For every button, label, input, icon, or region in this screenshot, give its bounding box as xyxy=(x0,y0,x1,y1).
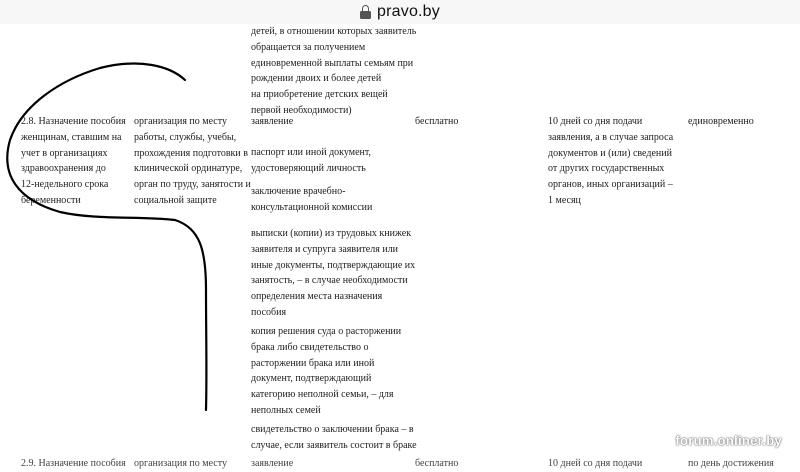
document-item: заявление xyxy=(251,458,294,469)
document-item: заявление xyxy=(251,116,294,127)
validity-cell: по день достижения xyxy=(688,458,774,469)
document-item: копия решения суда о расторжении брака либо свидетельство о расторжении брака или иной документ, подтверждающий категорию неполной семьи, – для неполных семей xyxy=(251,326,402,416)
term-cell: 10 дней со дня подачи заявления, а в случае запроса документов и (или) сведений от других государственных органов, иных организаций – 1 месяц xyxy=(548,116,674,206)
procedure-name-cell: 2.8. Назначение пособия женщинам, ставшим на учет в организациях здравоохранения до 12-недельного срока беременности xyxy=(21,116,126,206)
authority-cell: организация по месту xyxy=(134,458,227,469)
prev-row-documents-tail: детей, в отношении которых заявитель обращается за получением единовременной выплаты семьям при рождении двоих и более детей на приобретение детских вещей первой необходимости) xyxy=(251,26,417,116)
fee-cell: бесплатно xyxy=(415,458,459,469)
watermark: forum.onliner.by xyxy=(675,433,782,448)
fee-cell: бесплатно xyxy=(415,116,459,127)
authority-cell: организация по месту работы, службы, учебы, прохождения подготовки в клинической ординатуре, орган по труду, занятости и социальной защите xyxy=(134,116,251,206)
document-item: выписки (копии) из трудовых книжек заявителя и супруга заявителя или иные документы, подтверждающие их занятость, – в случае необходимости определения места назначения пособия xyxy=(251,228,416,318)
address-bar-content xyxy=(360,3,440,21)
document-item: свидетельство о заключении брака – в случае, если заявитель состоит в браке xyxy=(251,424,417,451)
url-text: pravo.by xyxy=(377,3,440,20)
lock-icon xyxy=(360,5,371,19)
browser-address-bar[interactable] xyxy=(0,0,800,24)
document-page xyxy=(0,24,800,469)
term-cell: 10 дней со дня подачи xyxy=(548,458,643,469)
validity-cell: единовременно xyxy=(688,116,754,127)
document-item: паспорт или иной документ, удостоверяющий личность xyxy=(251,147,371,174)
document-item: заключение врачебно- консультационной комиссии xyxy=(251,186,373,213)
procedure-name-cell: 2.9. Назначение пособия xyxy=(21,458,126,469)
